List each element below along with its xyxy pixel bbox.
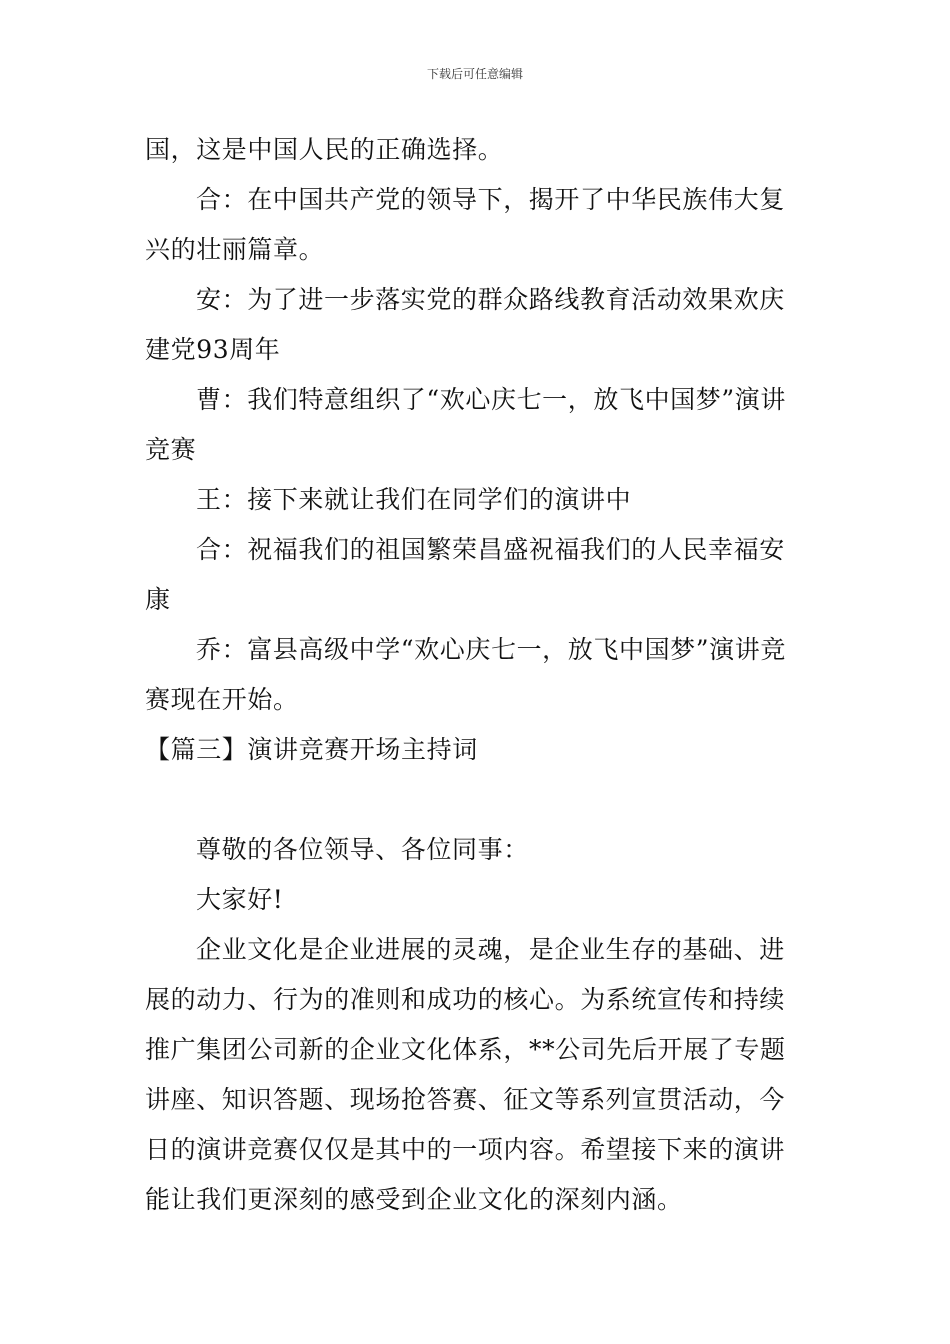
section-heading: 【篇三】演讲竞赛开场主持词 [145, 735, 478, 764]
paragraph-he-1: 合：在中国共产党的领导下，揭开了中华民族伟大复兴的壮丽篇章。 [145, 185, 785, 264]
speech-salutation: 尊敬的各位领导、各位同事： [196, 835, 529, 864]
paragraph-cao: 曹：我们特意组织了“欢心庆七一，放飞中国梦”演讲竞赛 [145, 385, 786, 464]
speech-body: 企业文化是企业进展的灵魂，是企业生存的基础、进展的动力、行为的准则和成功的核心。为系统宣传和持续推广集团公司新的企业文化体系，**公司先后开展了专题讲座、知识答题、现场抢答赛、征文等系列宣贯活动，今日的演讲竞赛仅仅是其中的一项内容。希望接下来的演讲能让我们更深刻的感受到企业文化的深刻内涵。 [145, 935, 786, 1214]
document-body [145, 125, 807, 1225]
paragraph-an: 安：为了进一步落实党的群众路线教育活动效果欢庆建党93周年 [145, 285, 785, 364]
page-header: 下载后可任意编辑 [426, 67, 523, 81]
paragraph-continuation: 国，这是中国人民的正确选择。 [145, 135, 504, 164]
paragraph-wang: 王：接下来就让我们在同学们的演讲中 [196, 485, 632, 514]
speech-greeting: 大家好! [196, 885, 284, 914]
paragraph-he-2: 合：祝福我们的祖国繁荣昌盛祝福我们的人民幸福安康 [145, 535, 785, 614]
paragraph-qiao: 乔：富县高级中学“欢心庆七一，放飞中国梦”演讲竞赛现在开始。 [145, 635, 786, 714]
blank-line [145, 775, 807, 825]
